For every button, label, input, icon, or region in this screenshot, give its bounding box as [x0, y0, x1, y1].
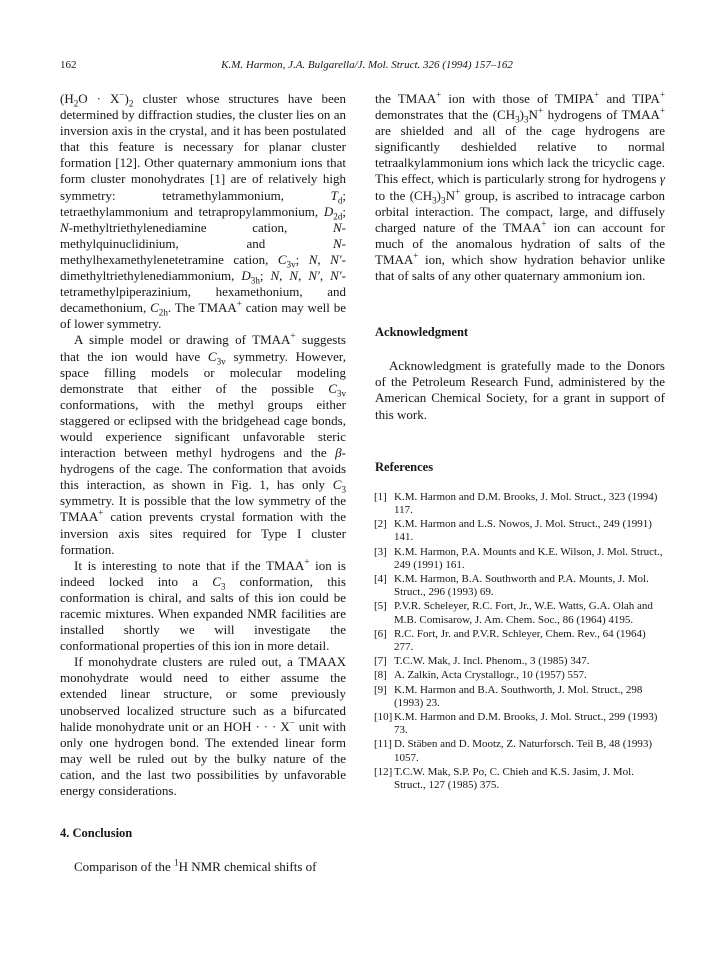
reference-item: [375, 738, 665, 764]
reference-item: [375, 711, 665, 737]
acknowledgment-heading: Acknowledgment: [375, 325, 469, 340]
paragraph: It is interesting to note that if the TMAA+ ion is indeed locked into a $C_3$ conformation, this conformation is chiral, and salts of this ion could be racemic mixtures. When expanded NMR facilities are installed shortly we will investigate the conformational properties of this ion in more detail.: [60, 556, 346, 654]
reference-number: [4]: [374, 572, 387, 585]
acknowledgment-text: Acknowledgment is gratefully made to the Donors of the Petroleum Research Fund, administered by the American Chemical Society, for a grant in support of this work.: [375, 358, 665, 422]
conclusion-heading: 4. Conclusion: [60, 826, 133, 841]
left-column: [60, 91, 346, 875]
paragraph: $(H_2O \cdot X^-)_2$ cluster whose structures have been determined by diffraction studies, the cluster lies on an inversion axis in the crystal, and it has been postulated that this feature is necessary for planar cluster formation [12]. Other quaternary ammonium ions that form cluster monohydrates [1] are of relatively high symmetry: tetramethylammonium, $T_d$; tetraethylammonium and tetrapropylammonium, $D_{2d}$; N-methyltriethylenediamine cation, N-methylquinuclidinium, and N-methylhexamethylenetetramine cation, $C_{3v}$; N, N′-dimethyltriethylenediammonium, $D_{3h}$; N, N, N′, N′-tetramethylpiperazinium, hexamethonium, and decamethonium, $C_{2h}$. The TMAA+ cation may well be of lower symmetry.: [60, 89, 346, 332]
reference-number: [3]: [374, 545, 387, 558]
paragraph: the TMAA+ ion with those of TMIPA+ and TIPA+ demonstrates that the $(CH_3)_3N^+$ hydrogens of TMAA+ are shielded and all of the cage hydrogens are significantly deshielded relative to normal tetraalkylammonium ions which lack the tricyclic cage. This effect, which is particularly strong for hydrogens γ to the $(CH_3)_3N^+$ group, is ascribed to intracage carbon orbital interaction. The compact, large, and diffusely charged nature of the TMAA+ ion can account for much of the anomalous hydration of salts of the TMAA+ ion, which show hydration behavior unlike that of salts of any other quaternary ammonium ion.: [375, 89, 666, 284]
reference-text: K.M. Harmon and D.M. Brooks, J. Mol. Struct., 299 (1993) 73.: [394, 710, 658, 737]
reference-text: A. Zalkin, Acta Crystallogr., 10 (1957) 557.: [394, 669, 587, 682]
reference-text: D. Stäben and D. Mootz, Z. Naturforsch. Teil B, 48 (1993) 1057.: [394, 738, 653, 764]
page-header: [60, 59, 674, 77]
reference-item: [375, 573, 665, 599]
reference-text: K.M. Harmon and L.S. Nowos, J. Mol. Struct., 249 (1991) 141.: [394, 518, 652, 544]
reference-item: [375, 491, 665, 517]
running-head: K.M. Harmon, J.A. Bulgarella/J. Mol. Struct. 326 (1994) 157–162: [221, 59, 513, 71]
reference-text: K.M. Harmon and B.A. Southworth, J. Mol. Struct., 298 (1993) 23.: [394, 683, 643, 709]
reference-item: [375, 655, 665, 668]
reference-item: [375, 546, 665, 572]
reference-item: [375, 600, 665, 626]
reference-number: [10]: [374, 710, 393, 723]
reference-text: K.M. Harmon, B.A. Southworth and P.A. Mounts, J. Mol. Struct., 296 (1993) 69.: [394, 572, 649, 599]
reference-list: [375, 491, 665, 792]
reference-text: T.C.W. Mak, S.P. Po, C. Chieh and K.S. Jasim, J. Mol. Struct., 127 (1985) 375.: [394, 765, 634, 791]
reference-item: [375, 669, 665, 682]
reference-number: [6]: [374, 627, 387, 640]
page-number: 162: [60, 59, 77, 71]
reference-number: [9]: [374, 683, 387, 696]
paragraph: If monohydrate clusters are ruled out, a TMAAX monohydrate would need to either assume the extended linear structure, or some previously unobserved localized structure such as a bifurcated halide monohydrate unit or an HOH · · · X− unit with only one hydrogen bond. The extended linear form may well be ruled out by the bulky nature of the cation, and the last two possibilities by unfavorable energy considerations.: [60, 654, 346, 799]
reference-text: P.V.R. Scheleyer, R.C. Fort, Jr., W.E. Watts, G.A. Olah and M.B. Comisarow, J. Am. Chem. Soc., 86 (1964) 4195.: [394, 600, 653, 626]
paragraph: A simple model or drawing of TMAA+ suggests that the ion would have $C_{3v}$ symmetry. However, space filling models or molecular modeling demonstrate that either of the possible $C_{3v}$ conformations, with the methyl groups either staggered or eclipsed with the bridgehead cage bonds, would experience significant unfavorable steric interaction between methyl hydrogens and the β-hydrogens of the cage. The conformation that avoids this interaction, as shown in Fig. 1, has only $C_3$ symmetry. It is possible that the low symmetry of the TMAA+ cation prevents crystal formation with the inversion axis sites required for Type I cluster formation.: [60, 331, 346, 557]
reference-item: [375, 628, 665, 654]
reference-item: [375, 684, 665, 710]
reference-text: K.M. Harmon and D.M. Brooks, J. Mol. Struct., 323 (1994) 117.: [394, 490, 658, 516]
reference-item: [375, 766, 665, 792]
reference-text: K.M. Harmon, P.A. Mounts and K.E. Wilson, J. Mol. Struct., 249 (1991) 161.: [394, 545, 663, 571]
reference-number: [12]: [374, 765, 393, 778]
paragraph: Comparison of the $^1$H NMR chemical shifts of: [74, 857, 317, 875]
right-column: [375, 91, 665, 793]
reference-text: R.C. Fort, Jr. and P.V.R. Schleyer, Chem. Rev., 64 (1964) 277.: [394, 627, 646, 653]
reference-number: [11]: [374, 738, 392, 751]
reference-number: [2]: [374, 518, 387, 531]
reference-number: [1]: [374, 490, 387, 503]
reference-text: T.C.W. Mak, J. Incl. Phenom., 3 (1985) 347.: [394, 655, 590, 668]
reference-item: [375, 518, 665, 544]
reference-number: [7]: [374, 655, 387, 668]
reference-number: [5]: [374, 600, 387, 613]
reference-number: [8]: [374, 669, 387, 682]
references-heading: References: [375, 459, 434, 474]
